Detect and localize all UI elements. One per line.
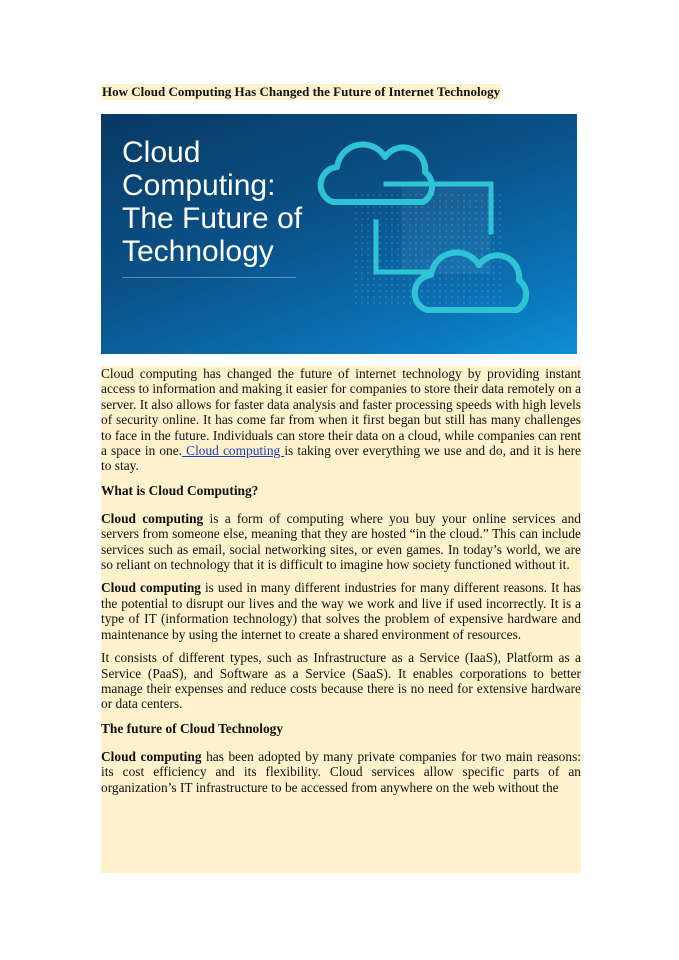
article-body <box>101 366 581 873</box>
paragraph: It consists of different types, such as Infrastructure as a Service (IaaS), Platform as a Service (PaaS), and Software as a Service (SaaS). It enables corporations to better manage their expenses and reduce costs because there is no need for extensive hardware or data centers. <box>101 650 581 712</box>
hero-line-3: The Future of <box>122 202 303 235</box>
section-heading-what-is: What is Cloud Computing? <box>101 482 259 498</box>
hero-line-1: Cloud <box>122 136 201 169</box>
section-heading-future: The future of Cloud Technology <box>101 720 284 736</box>
hero-banner <box>101 114 577 354</box>
hero-divider <box>122 277 296 278</box>
paragraph: Cloud computing is used in many different industries for many different reasons. It has the potential to disrupt our lives and the way we work and live if used incorrectly. It is a type of IT (information technology) that solves the problem of expensive hardware and maintenance by using the internet to create a shared environment of resources. <box>101 580 581 642</box>
cloud-computing-link[interactable]: Cloud computing <box>182 443 285 459</box>
hero-heading <box>122 136 302 268</box>
hero-line-2: Computing: <box>122 169 276 202</box>
intro-paragraph: Cloud computing has changed the future of internet technology by providing instant access to information and making it easier for companies to store their data remotely on a server. It also allows for faster data analysis and faster processing speeds with high levels of security online. It has come far from when it first began but still has many challenges to face in the future. Individuals can store their data on a cloud, while companies can rent a space in one. Cloud computing is taking over everything we use and do, and it is here to stay. <box>101 366 582 474</box>
paragraph: Cloud computing has been adopted by many private companies for two main reasons: its cost efficiency and its flexibility. Cloud services allow specific parts of an organization’s IT infrastructure to be accessed from anywhere on the web without the <box>101 748 581 795</box>
paragraph: Cloud computing is a form of computing where you buy your online services and servers from someone else, meaning that they are hosted “in the cloud.” This can include services such as email, social networking sites, or even games. In today’s world, we are so reliant on technology that it is difficult to imagine how society functioned without it. <box>101 510 581 573</box>
page-title: How Cloud Computing Has Changed the Future of Internet Technology <box>102 84 501 99</box>
hero-line-4: Technology <box>122 235 274 268</box>
